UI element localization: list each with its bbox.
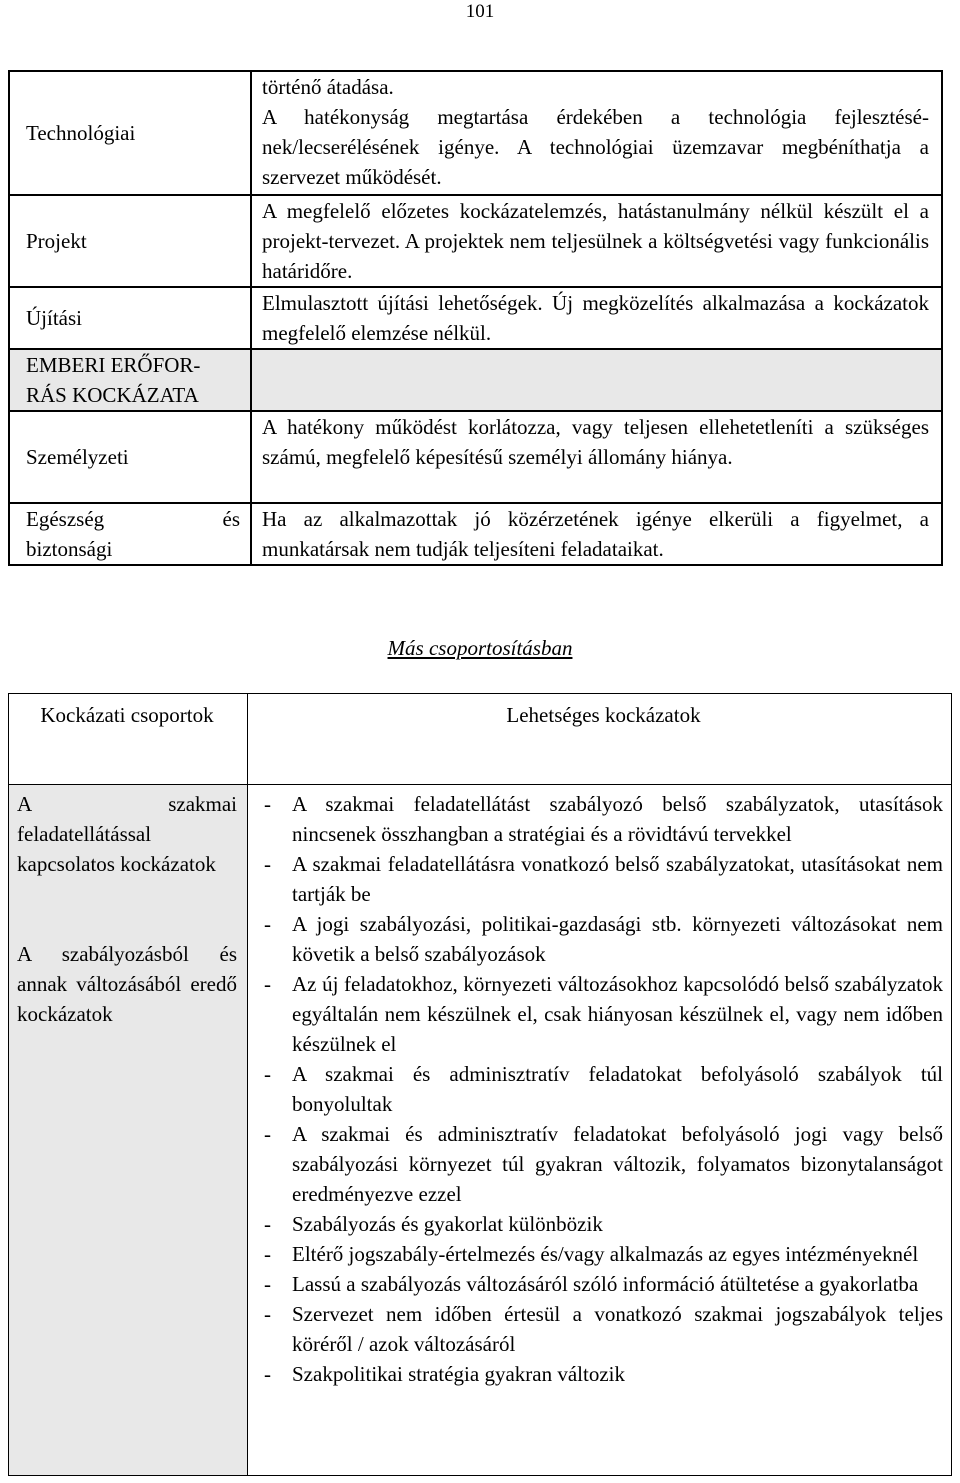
description-cell: Ha az alkalmazottak jó közérzetének igénye elkerüli a figyelmet, a munkatársak nem tudják teljesíteni feladataikat. xyxy=(251,503,942,565)
description-line: A hatékonyság megtartása érdekében a technológia fejlesztésé-nek/lecserélésének igénye. A technológiai üzemzavar megbéníthatja a szervezet működését. xyxy=(262,105,929,189)
section-heading-cell: EMBERI ERŐFOR-RÁS KOCKÁZATA xyxy=(9,349,251,411)
risk-item: - A szakmai feladatellátást szabályozó belső szabályzatok, utasítások nincsenek összhangban a stratégiai és a rövidtávú tervekkel xyxy=(264,789,943,849)
risk-list xyxy=(264,789,943,1389)
table-row xyxy=(9,287,942,349)
category-line: biztonsági xyxy=(26,537,113,561)
table-header-row xyxy=(9,694,952,785)
risk-item: - A szakmai és adminisztratív feladatokat befolyásoló jogi vagy belső szabályozási környezet túl gyakran változik, folyamatos bizonytalanságot eredményezve ezzel xyxy=(264,1119,943,1209)
risk-item: - Szabályozás és gyakorlat különbözik xyxy=(264,1209,943,1239)
risk-group-label: A szakmai feladatellátással kapcsolatos kockázatok xyxy=(17,792,237,876)
column-header-groups: Kockázati csoportok xyxy=(9,694,248,785)
risk-item: - Lassú a szabályozás változásáról szóló információ átültetése a gyakorlatba xyxy=(264,1269,943,1299)
risk-category-table xyxy=(8,70,943,566)
risk-item: - Az új feladatokhoz, környezeti változásokhoz kapcsolódó belső szabályzatok egyáltalán nem készülnek el, csak hiányosan készülnek el, vagy nem időben készülnek el xyxy=(264,969,943,1059)
category-text: és xyxy=(222,507,240,531)
category-line xyxy=(26,504,240,534)
risk-item: - Szakpolitikai stratégia gyakran változik xyxy=(264,1359,943,1389)
table-row xyxy=(9,195,942,287)
table-row xyxy=(9,349,942,411)
table-row xyxy=(9,503,942,565)
category-cell: Személyzeti xyxy=(9,411,251,503)
category-text: Egészség xyxy=(26,507,105,531)
section-title: Más csoportosításban xyxy=(387,636,573,660)
category-cell: Technológiai xyxy=(9,71,251,195)
column-header-risks: Lehetséges kockázatok xyxy=(248,694,952,785)
risk-item: - A szakmai és adminisztratív feladatokat befolyásoló szabályok túl bonyolultak xyxy=(264,1059,943,1119)
description-cell xyxy=(251,71,942,195)
risk-groups-table xyxy=(8,693,952,1476)
risk-group-cell xyxy=(9,785,248,1476)
risk-item: - A jogi szabályozási, politikai-gazdasági stb. környezeti változásokat nem követik a belső szabályozások xyxy=(264,909,943,969)
description-cell xyxy=(251,349,942,411)
risk-group-label: A szabályozásból és annak változásából eredő kockázatok xyxy=(17,942,237,1026)
category-cell: Újítási xyxy=(9,287,251,349)
table-row xyxy=(9,785,952,1476)
risk-item: - Szervezet nem időben értesül a vonatkozó szakmai jogszabályok teljes köréről / azok változásáról xyxy=(264,1299,943,1359)
risk-item: - Eltérő jogszabály-értelmezés és/vagy alkalmazás az egyes intézményeknél xyxy=(264,1239,943,1269)
table-row xyxy=(9,71,942,195)
category-cell xyxy=(9,503,251,565)
description-cell: Elmulasztott újítási lehetőségek. Új megközelítés alkalmazása a kockázatok megfelelő elemzése nélkül. xyxy=(251,287,942,349)
description-cell: A hatékony működést korlátozza, vagy teljesen ellehetetleníti a szükséges számú, megfelelő képesítésű személyi állomány hiánya. xyxy=(251,411,942,503)
description-cell: A megfelelő előzetes kockázatelemzés, hatástanulmány nélkül készült el a projekt-tervezet. A projektek nem teljesülnek a költségvetési vagy funkcionális határidőre. xyxy=(251,195,942,287)
risk-item: - A szakmai feladatellátásra vonatkozó belső szabályzatokat, utasításokat nem tartják be xyxy=(264,849,943,909)
page-number: 101 xyxy=(465,1,495,22)
category-cell: Projekt xyxy=(9,195,251,287)
description-line: történő átadása. xyxy=(262,75,394,99)
risk-list-cell xyxy=(248,785,952,1476)
table-row xyxy=(9,411,942,503)
